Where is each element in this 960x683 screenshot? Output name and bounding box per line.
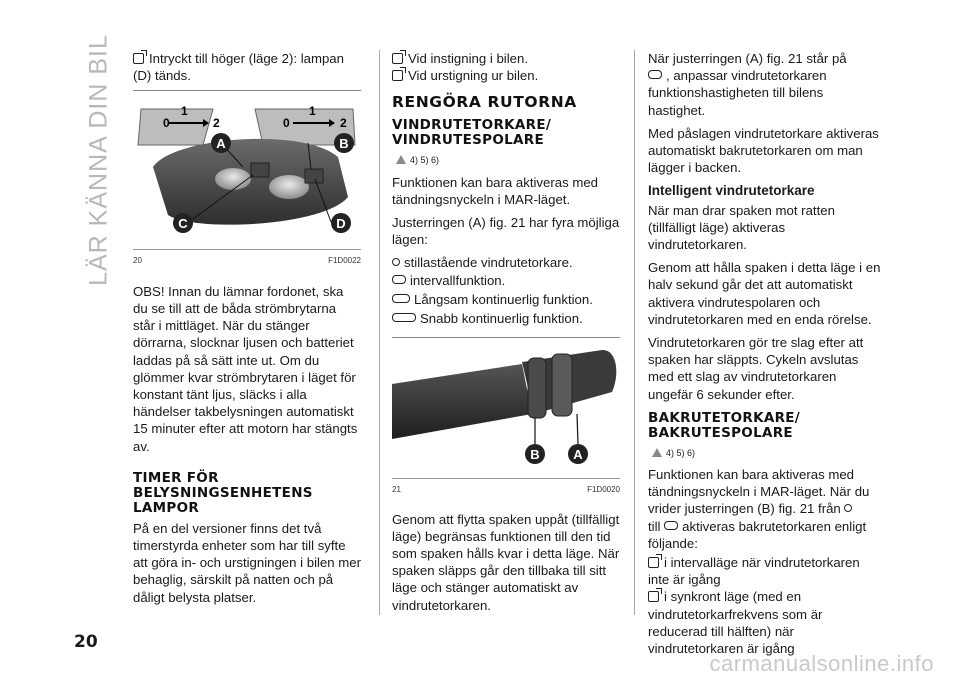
section-heading: TIMER FÖR BELYSNINGSENHETENS LAMPOR xyxy=(133,469,313,516)
warning-icon xyxy=(396,155,406,164)
figure-caption xyxy=(392,478,620,498)
off-icon xyxy=(844,504,852,512)
text: 4) 5) 6) xyxy=(410,155,440,166)
column-1 xyxy=(133,50,361,612)
paragraph: När man drar spaken mot ratten (tillfälligt läge) aktiveras vindrutetorkaren. xyxy=(648,202,835,253)
label-1: 1 xyxy=(181,104,188,119)
column-divider xyxy=(379,50,380,615)
bullet-icon xyxy=(648,557,659,568)
paragraph: Funktionen kan bara aktiveras med tändningsnyckeln i MAR-läget. xyxy=(392,174,598,207)
text: Funktionen kan bara aktiveras med tändningsnyckeln i MAR-läget. När du vrider justerringen (B) fig. 21 från xyxy=(648,467,870,517)
paragraph xyxy=(648,50,884,119)
column-divider xyxy=(634,50,635,615)
text: , anpassar vindrutetorkaren funktionshastigheten till bilens hastighet. xyxy=(648,68,827,118)
warning-refs xyxy=(396,152,620,169)
paragraph xyxy=(648,466,884,552)
list-item xyxy=(648,554,884,588)
bullet-icon xyxy=(392,53,403,64)
bullet-icon xyxy=(392,70,403,81)
callout-b: B xyxy=(339,136,349,152)
figure-20 xyxy=(133,97,361,268)
list-item xyxy=(392,254,620,271)
slow-icon xyxy=(392,294,410,303)
page-number: 20 xyxy=(74,632,98,652)
callout-a: A xyxy=(216,136,226,152)
paragraph: Vindrutetorkaren gör tre slag efter att spaken har släppts. Cykeln avslutas med ett slag av vindrutetorkaren ungefär 6 sekunder efter. xyxy=(648,335,864,402)
paragraph: Genom att flytta spaken uppåt (tillfälligt läge) begränsas funktionen till den tid som spaken hålls kvar i detta läge. När spaken släpps går den tillbaka till sitt läge och stänger automatiskt av vindrutetorkaren. xyxy=(392,511,620,613)
figure-code: F1D0022 xyxy=(328,255,361,265)
text: Vid instigning i bilen. xyxy=(408,51,528,66)
callout-a: A xyxy=(573,447,583,463)
text: När justerringen (A) fig. 21 står på xyxy=(648,51,847,66)
warning-refs xyxy=(652,445,884,462)
list-item xyxy=(392,67,620,84)
paragraph: Justerringen (A) fig. 21 har fyra möjliga lägen: xyxy=(392,215,620,248)
list-item xyxy=(392,272,620,289)
list-item xyxy=(392,291,620,308)
label-0: 0 xyxy=(283,116,290,131)
text: Intryckt till höger (läge 2): lampan (D) tänds. xyxy=(133,51,344,84)
rear-wiper-icon xyxy=(664,521,678,530)
interval-icon xyxy=(392,275,406,284)
figure-number: 20 xyxy=(133,255,142,265)
text: intervallfunktion. xyxy=(410,272,506,288)
off-icon xyxy=(392,258,400,266)
divider xyxy=(133,90,361,91)
paragraph xyxy=(133,50,361,84)
bullet-icon xyxy=(648,591,659,602)
list-item xyxy=(392,310,620,327)
text: i synkront läge (med en vindrutetorkarfrekvens som är reducerad till hälften) när vindrutetorkaren är igång xyxy=(648,589,823,657)
text: i intervalläge när vindrutetorkaren inte är igång xyxy=(648,555,860,588)
watermark: carmanualsonline.info xyxy=(709,651,934,676)
section-title: RENGÖRA RUTORNA xyxy=(392,93,577,112)
fast-icon xyxy=(392,313,416,322)
list-item xyxy=(392,50,620,67)
text: till xyxy=(648,518,661,534)
list-item xyxy=(648,588,884,657)
figure-caption xyxy=(133,249,361,269)
label-1: 1 xyxy=(309,104,316,119)
chapter-side-title-text: LÄR KÄNNA DIN BIL xyxy=(84,34,113,286)
chapter-side-title xyxy=(82,34,116,286)
text: Vid urstigning ur bilen. xyxy=(408,68,539,84)
column-3 xyxy=(648,50,884,657)
label-2: 2 xyxy=(213,116,220,131)
text: aktiveras bakrutetorkaren enligt följande: xyxy=(648,518,867,551)
text: 4) 5) 6) xyxy=(666,447,696,458)
bullet-icon xyxy=(133,53,144,64)
label-0: 0 xyxy=(163,116,170,131)
text: Långsam kontinuerlig funktion. xyxy=(414,291,593,307)
obs-paragraph: OBS! Innan du lämnar fordonet, ska du se till att de båda strömbrytarna står i mittläget. När du stänger dörrarna, slocknar ljusen och batteriet laddas på så sätt inte ut. Om du glömmer kvar strömbrytaren i läget för konstant tänt ljus, släcks i alla händelser takbelysningen automatiskt 15 minuter efter att motorn har stängts av. xyxy=(133,283,358,454)
section-subheading: VINDRUTETORKARE/ VINDRUTESPOLARE xyxy=(392,117,552,149)
divider xyxy=(392,337,620,338)
subheading: Intelligent vindrutetorkare xyxy=(648,183,815,199)
figure-number: 21 xyxy=(392,485,401,495)
paragraph: På en del versioner finns det två timerstyrda enheter som har till syfte att göra in- och urstigningen i bilen mer behaglig, särskilt på natten och på dåligt belysta platser. xyxy=(133,520,361,605)
wiper-stalk-illustration xyxy=(392,344,620,472)
label-2: 2 xyxy=(340,116,347,131)
callout-c: C xyxy=(178,216,188,232)
section-subheading: BAKRUTETORKARE/ BAKRUTESPOLARE xyxy=(648,409,801,441)
callout-b: B xyxy=(530,447,540,463)
warning-icon xyxy=(652,448,662,457)
text: Snabb kontinuerlig funktion. xyxy=(420,311,583,327)
ceiling-light-illustration xyxy=(133,97,361,242)
text: stillastående vindrutetorkare. xyxy=(404,255,573,271)
auto-wiper-icon xyxy=(648,70,662,79)
figure-code: F1D0020 xyxy=(587,485,620,495)
paragraph: Med påslagen vindrutetorkare aktiveras automatiskt bakrutetorkaren om man lägger i backen. xyxy=(648,125,879,176)
column-2 xyxy=(392,50,620,620)
callout-d: D xyxy=(336,216,346,232)
paragraph: Genom att hålla spaken i detta läge i en halv sekund går det att automatiskt aktivera vindrutespolaren och vindrutetorkaren med en enda rörelse. xyxy=(648,260,881,327)
figure-21 xyxy=(392,344,620,498)
